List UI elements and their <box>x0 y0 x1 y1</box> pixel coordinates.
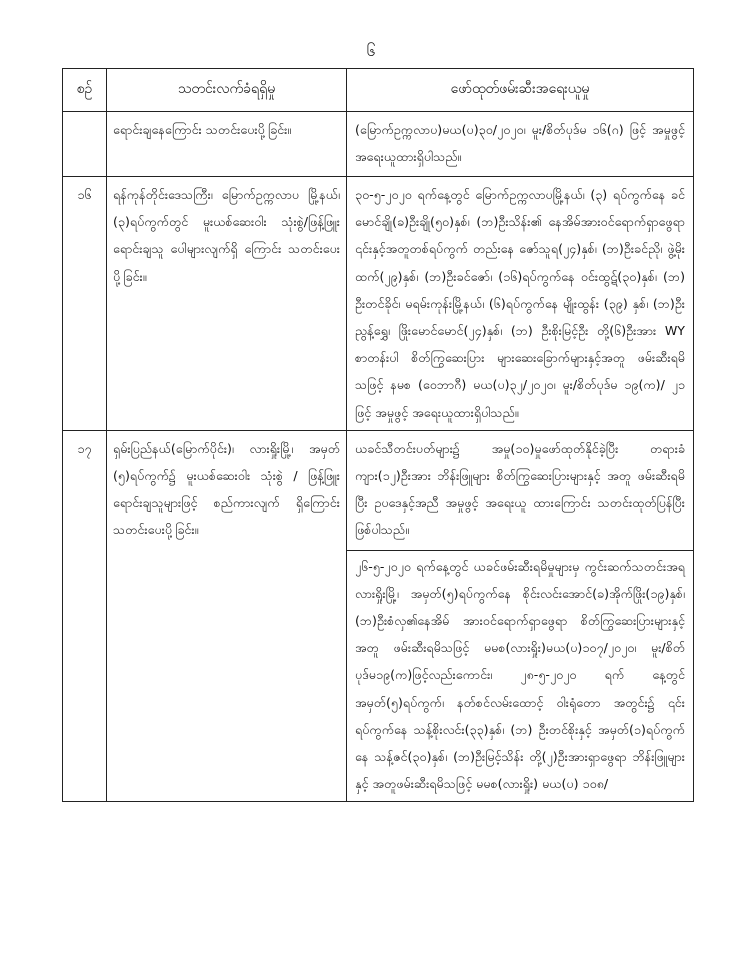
report-table <box>62 68 694 802</box>
row-action-text: ယခင်သီတင်းပတ်များ၌ အမှု(၁၀)မှုဖော်ထုတ်နိုင်ခဲ့ပြီး တရားခံ ကျား(၁၂)ဦးအား ဘိန်းဖြူများ စိတ်ကြွဆေးပြားများနှင့် အတူ ဖမ်းဆီးရမိပြီး ဥပဒေနှင့်အညီ အမှုဖွင့် အရေးယူ ထားကြောင်း သတင်းထုတ်ပြန်ပြီးဖြစ်ပါသည်။ <box>355 440 685 538</box>
header-information-received: သတင်းလက်ခံရရှိမှု <box>107 69 347 112</box>
table-header-row <box>63 69 694 112</box>
table-row <box>63 112 694 177</box>
row-serial-no: ၁၆ <box>63 177 107 431</box>
page-number: ၆ <box>366 41 376 60</box>
cell-divider <box>347 550 693 551</box>
row-information-text: ရှမ်းပြည်နယ်(မြောက်ပိုင်း)၊ လားရှိုးမြို့၊ အမှတ် (၅)ရပ်ကွက်၌ မူးယစ်ဆေးဝါး သုံးစွဲ / ဖြန့်ဖြူး ရောင်းချသူများဖြင့် စည်ကားလျက် ရှိကြောင်း သတင်းပေးပို့ခြင်း။ <box>107 430 347 802</box>
row-action-text: ၃၀-၅-၂၀၂၀ ရက်နေ့တွင် မြောက်ဥက္ကလာပမြို့နယ်၊ (၃) ရပ်ကွက်နေ ခင်မောင်ချို(ခ)ဦးချို(၅၀)နှစ်၊ (ဘ)ဦးသိန်း၏ နေအိမ်အားဝင်ရောက်ရှာဖွေရာ ၎င်းနှင့်အတူတစ်ရပ်ကွက် တည်းနေ ဇော်သူရ(၂၄)နှစ်၊ (ဘ)ဦးခင်ညို၊ ဖွဲ့မိုးထက်(၂၉)နှစ်၊ (ဘ)ဦးခင်ဇော်၊ (၁၆)ရပ်ကွက်နေ ဝင်းထွဋ်(၃၀)နှစ်၊ (ဘ) ဦးတင်ခိုင်၊ မရမ်းကုန်းမြို့နယ်၊ (၆)ရပ်ကွက်နေ မျိုးထွန်း (၃၉) နှစ်၊ (ဘ)ဦးညွန့်ရွှေ၊ ဖြိုးမောင်မောင်(၂၄)နှစ်၊ (ဘ) ဦးစိုးမြင့်ဦး တို့(၆)ဦးအား WY စာတန်းပါ စိတ်ကြွဆေးပြား များဆေးခြောက်များနှင့်အတူ ဖမ်းဆီးရမိသဖြင့် နမစ (ဝေဘာဂီ) မယ(ပ)၃၂/၂၀၂၀၊ မူး/စိတ်ပုဒ်မ ၁၉(က)/ ၂၁ ဖြင့် အမှုဖွင့် အရေးယူထားရှိပါသည်။ <box>347 177 694 431</box>
row-information-text: ရန်ကုန်တိုင်းဒေသကြီး၊ မြောက်ဥက္ကလာပ မြို့နယ်၊ (၃)ရပ်ကွက်တွင် မူးယစ်ဆေးဝါး သုံးစွဲ/ဖြန့်ဖြူးရောင်းချသူ ပေါများလျက်ရှိ ကြောင်း သတင်းပေးပို့ခြင်း။ <box>107 177 347 431</box>
row-action-cell <box>347 430 694 802</box>
row-serial-no <box>63 112 107 177</box>
row-information-text: ရောင်းချနေကြောင်း သတင်းပေးပို့ခြင်း။ <box>107 112 347 177</box>
table-row <box>63 430 694 802</box>
table-row <box>63 177 694 431</box>
row-action-text: (မြောက်ဥက္ကလာပ)မယ(ပ)၃၀/၂၀၂၀၊ မူး/စိတ်ပုဒ်မ ၁၆(ဂ) ဖြင့် အမှုဖွင့် အရေးယူထားရှိပါသည်။ <box>347 112 694 177</box>
header-serial-no: စဉ် <box>63 69 107 112</box>
header-action-taken: ဖော်ထုတ်ဖမ်းဆီးအရေးယူမှု <box>347 69 694 112</box>
row-serial-no: ၁၇ <box>63 430 107 802</box>
row-action-text-continued: ၂၆-၅-၂၀၂၀ ရက်နေ့တွင် ယခင်ဖမ်းဆီးရမိမှုများမှ ကွင်းဆက်သတင်းအရ လားရှိုးမြို့၊ အမှတ်(၅)ရပ်ကွက်နေ စိုင်းလင်းအောင်(ခ)အိုက်ဖြိုး(၁၉)နှစ်၊ (ဘ)ဦးစံလှ၏နေအိမ် အားဝင်ရောက်ရှာဖွေရာ စိတ်ကြွဆေးပြားများနှင့်အတူ ဖမ်းဆီးရမိသဖြင့် မမစ(လားရှိုး)မယ(ပ)၁၀၇/၂၀၂၀၊ မူး/စိတ် ပုဒ်မ၁၉(က)ဖြင့်လည်းကောင်း၊ ၂၈-၅-၂၀၂၀ ရက် နေ့တွင် အမှတ်(၅)ရပ်ကွက်၊ နတ်စင်လမ်းထောင့် ဝါးရုံတော အတွင်း၌ ၎င်းရပ်ကွက်နေ သန့်စိုးလင်း(၃၃)နှစ်၊ (ဘ) ဦးတင်စိုးနှင့် အမှတ်(၁)ရပ်ကွက်နေ သန့်ဇင်(၃၀)နှစ်၊ (ဘ)ဦးမြင့်သိန်း တို့(၂)ဦးအားရှာဖွေရာ ဘိန်းဖြူများနှင့် အတူဖမ်းဆီးရမိသဖြင့် မမစ(လားရှိုး) မယ(ပ) ၁၀၈/ <box>355 558 685 792</box>
